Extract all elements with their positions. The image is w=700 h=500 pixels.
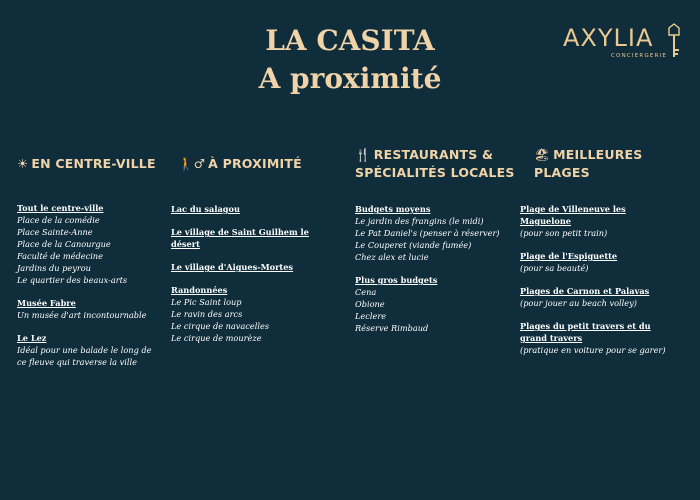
group-title: Plage de l'Espiguette (520, 251, 618, 261)
title-line-1: LA CASITA (265, 24, 435, 57)
list-item: Chez alex et lucie (355, 252, 429, 262)
list-item: (pour jouer au beach volley) (520, 298, 637, 308)
list-item: (pour son petit train) (520, 228, 608, 238)
column-heading-restaurants: 🍴 RESTAURANTS & SPÉCIALITÉS LOCALES (355, 147, 515, 180)
beach-icon: 🏖 (534, 147, 551, 162)
group (520, 203, 670, 239)
list-item: (pour sa beauté) (520, 263, 589, 273)
list-item: Place Sainte-Anne (17, 227, 93, 237)
group (17, 332, 162, 368)
list-item: Un musée d'art incontournable (17, 310, 147, 320)
list-item: Faculté de médecine (17, 251, 103, 261)
group (171, 226, 321, 250)
key-icon (667, 22, 681, 62)
list-item: Le Pic Saint loup (171, 297, 242, 307)
sun-icon: ☀ (17, 156, 29, 171)
group-title: Plus gros budgets (355, 275, 438, 285)
column-heading-proximite: 🚶♂ À PROXIMITÉ (178, 156, 302, 171)
list-item: Place de la Canourgue (17, 239, 111, 249)
column-plages (520, 203, 670, 367)
group (520, 320, 670, 356)
group-title: Plages de Carnon et Palavas (520, 286, 650, 296)
group-title: Plages du petit travers et du grand travers (520, 321, 651, 343)
list-item: Leclere (355, 311, 387, 321)
list-item: Jardins du peyrou (17, 263, 91, 273)
group-title: Tout le centre-ville (17, 203, 104, 213)
list-item: Le ravin des arcs (171, 309, 243, 319)
logo-wordmark: AXYLIA (563, 24, 654, 52)
group (171, 284, 321, 344)
column-heading-centre-ville: ☀ EN CENTRE-VILLE (17, 156, 156, 171)
group (17, 297, 162, 321)
column-heading-plages: 🏖 MEILLEURES PLAGES (534, 147, 643, 180)
group (355, 274, 515, 334)
group-title: Plage de Villeneuve les Maguelone (520, 204, 626, 226)
list-item: Le Pat Daniel's (penser à réserver) (355, 228, 500, 238)
list-item: Place de la comédie (17, 215, 100, 225)
column-centre-ville (17, 202, 162, 379)
list-item: Le cirque de navacelles (171, 321, 270, 331)
list-item: (pratique en voiture pour se garer) (520, 345, 666, 355)
group-title: Budgets moyens (355, 204, 431, 214)
list-item: Obione (355, 299, 385, 309)
logo-subtitle: CONCIERGERIE (611, 53, 668, 59)
group-title: Le Lez (17, 333, 47, 343)
column-restaurants (355, 203, 515, 345)
title-line-2: A proximité (258, 62, 442, 95)
group (171, 203, 321, 215)
list-item: Le quartier des beaux-arts (17, 275, 128, 285)
group-title: Randonnées (171, 285, 228, 295)
column-proximite (171, 203, 321, 355)
cutlery-icon: 🍴 (355, 147, 371, 162)
group-title: Musée Fabre (17, 298, 76, 308)
group-title: Le village de Saint Guilhem le désert (171, 227, 309, 249)
brand-logo (563, 22, 683, 66)
group (355, 203, 515, 263)
list-item: Le Couperet (viande fumée) (355, 240, 472, 250)
group-title: Le village d'Aigues-Mortes (171, 262, 294, 272)
group (520, 250, 670, 274)
group-title: Lac du salagou (171, 204, 240, 214)
list-item: Idéal pour une balade le long de ce fleuve qui traverse la ville (17, 345, 152, 367)
group (520, 285, 670, 309)
list-item: Le jardin des frangins (le midi) (355, 216, 484, 226)
list-item: Réserve Rimbaud (355, 323, 429, 333)
group (171, 261, 321, 273)
walking-icon: 🚶♂ (178, 156, 206, 171)
list-item: Le cirque de mourèze (171, 333, 262, 343)
group (17, 202, 162, 286)
list-item: Cena (355, 287, 377, 297)
